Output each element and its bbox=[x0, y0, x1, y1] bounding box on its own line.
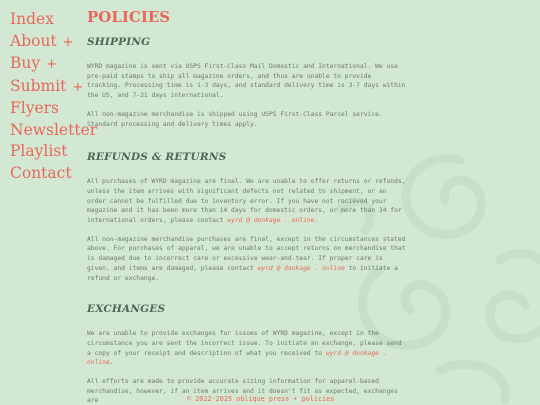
expand-plus-icon[interactable]: + bbox=[46, 57, 58, 72]
expand-plus-icon[interactable]: + bbox=[62, 34, 74, 50]
refunds-paragraph: All purchases of WYRD magazine are final. We are unable to offer returns or refunds, unless the item arrives with significant defects not related to shipment, or an order cannot be fulfilled due to inventory error. If you have not recieved your magazine and it has been more than 14 days for domestic orders, or more than 34 for international orders, please contact wyrd @ donkage . online. bbox=[87, 178, 406, 225]
email-link[interactable]: wyrd @ donkage . online bbox=[227, 217, 315, 225]
exchanges-paragraph: All efforts are made to provide accurate sizing information for apparel-based merchandise, however, if an item arrives and it doesn't fit as expected, exchanges are bbox=[87, 378, 398, 405]
nav-item-label: Submit bbox=[10, 76, 67, 95]
main-content bbox=[87, 7, 407, 405]
nav-item-label: Index bbox=[10, 10, 54, 28]
nav-item-about[interactable] bbox=[10, 31, 88, 54]
nav-item-submit[interactable] bbox=[10, 76, 88, 99]
page-title: POLICIES bbox=[87, 8, 171, 26]
exchanges-paragraph: We are unable to provide exchanges for issues of WYRD magazine, except in the circumstance you are sent the incorrect issue. To initiate an exchange, please send a copy of your receipt and description of what you received to wyrd @ donkage . online. bbox=[87, 330, 402, 367]
section-heading-exchanges: EXCHANGES bbox=[87, 303, 166, 316]
refunds-paragraph: All non-magazine merchandise purchases are final, except in the circumstances stated above. For purchases of apparel, we are unable to accept returns on merchandise that is damaged due to incorrect care or excessive wear-and-tear. If proper care is given, and items are damaged, please contact wyrd @ donkage . online to initiate a refund or exchange. bbox=[87, 235, 406, 282]
nav-item-label: Contact bbox=[10, 163, 72, 182]
email-link[interactable]: wyrd @ donkage . online bbox=[87, 349, 387, 367]
nav-item-flyers[interactable] bbox=[10, 98, 88, 120]
footer-copyright: © 2022-2025 oblique press • policies bbox=[187, 395, 335, 403]
expand-plus-icon[interactable]: + bbox=[72, 79, 84, 95]
section-heading-refunds: REFUNDS & RETURNS bbox=[87, 151, 227, 164]
shipping-paragraph: All non-magazine merchandise is shipped using USPS First-Class Parcel service. Standard processing and delivery times apply. bbox=[87, 110, 383, 128]
nav-item-contact[interactable] bbox=[10, 163, 88, 185]
nav-item-label: Buy bbox=[10, 54, 41, 72]
nav-item-newsletter[interactable] bbox=[10, 120, 98, 142]
nav-item-label: About bbox=[10, 31, 57, 50]
shipping-paragraph: WYRD magazine is sent via USPS First-Class Mail Domestic and International. We use pre-paid stamps to ship all magazine orders, and thus are unable to provide tracking. Processing time is 1-3 days, and standard delivery time is 3-7 days within the US, and 7-21 days international. bbox=[87, 63, 406, 100]
nav-item-index[interactable] bbox=[10, 9, 88, 31]
email-link[interactable]: wyrd @ donkage . online bbox=[257, 264, 345, 272]
nav-item-label: Playlist bbox=[10, 142, 68, 160]
nav-item-playlist[interactable] bbox=[10, 141, 88, 163]
sidebar-nav bbox=[10, 9, 98, 184]
nav-item-label: Flyers bbox=[10, 99, 60, 117]
section-heading-shipping: SHIPPING bbox=[87, 36, 151, 48]
nav-item-buy[interactable] bbox=[10, 53, 88, 76]
nav-item-label: Newsletter bbox=[10, 120, 98, 139]
